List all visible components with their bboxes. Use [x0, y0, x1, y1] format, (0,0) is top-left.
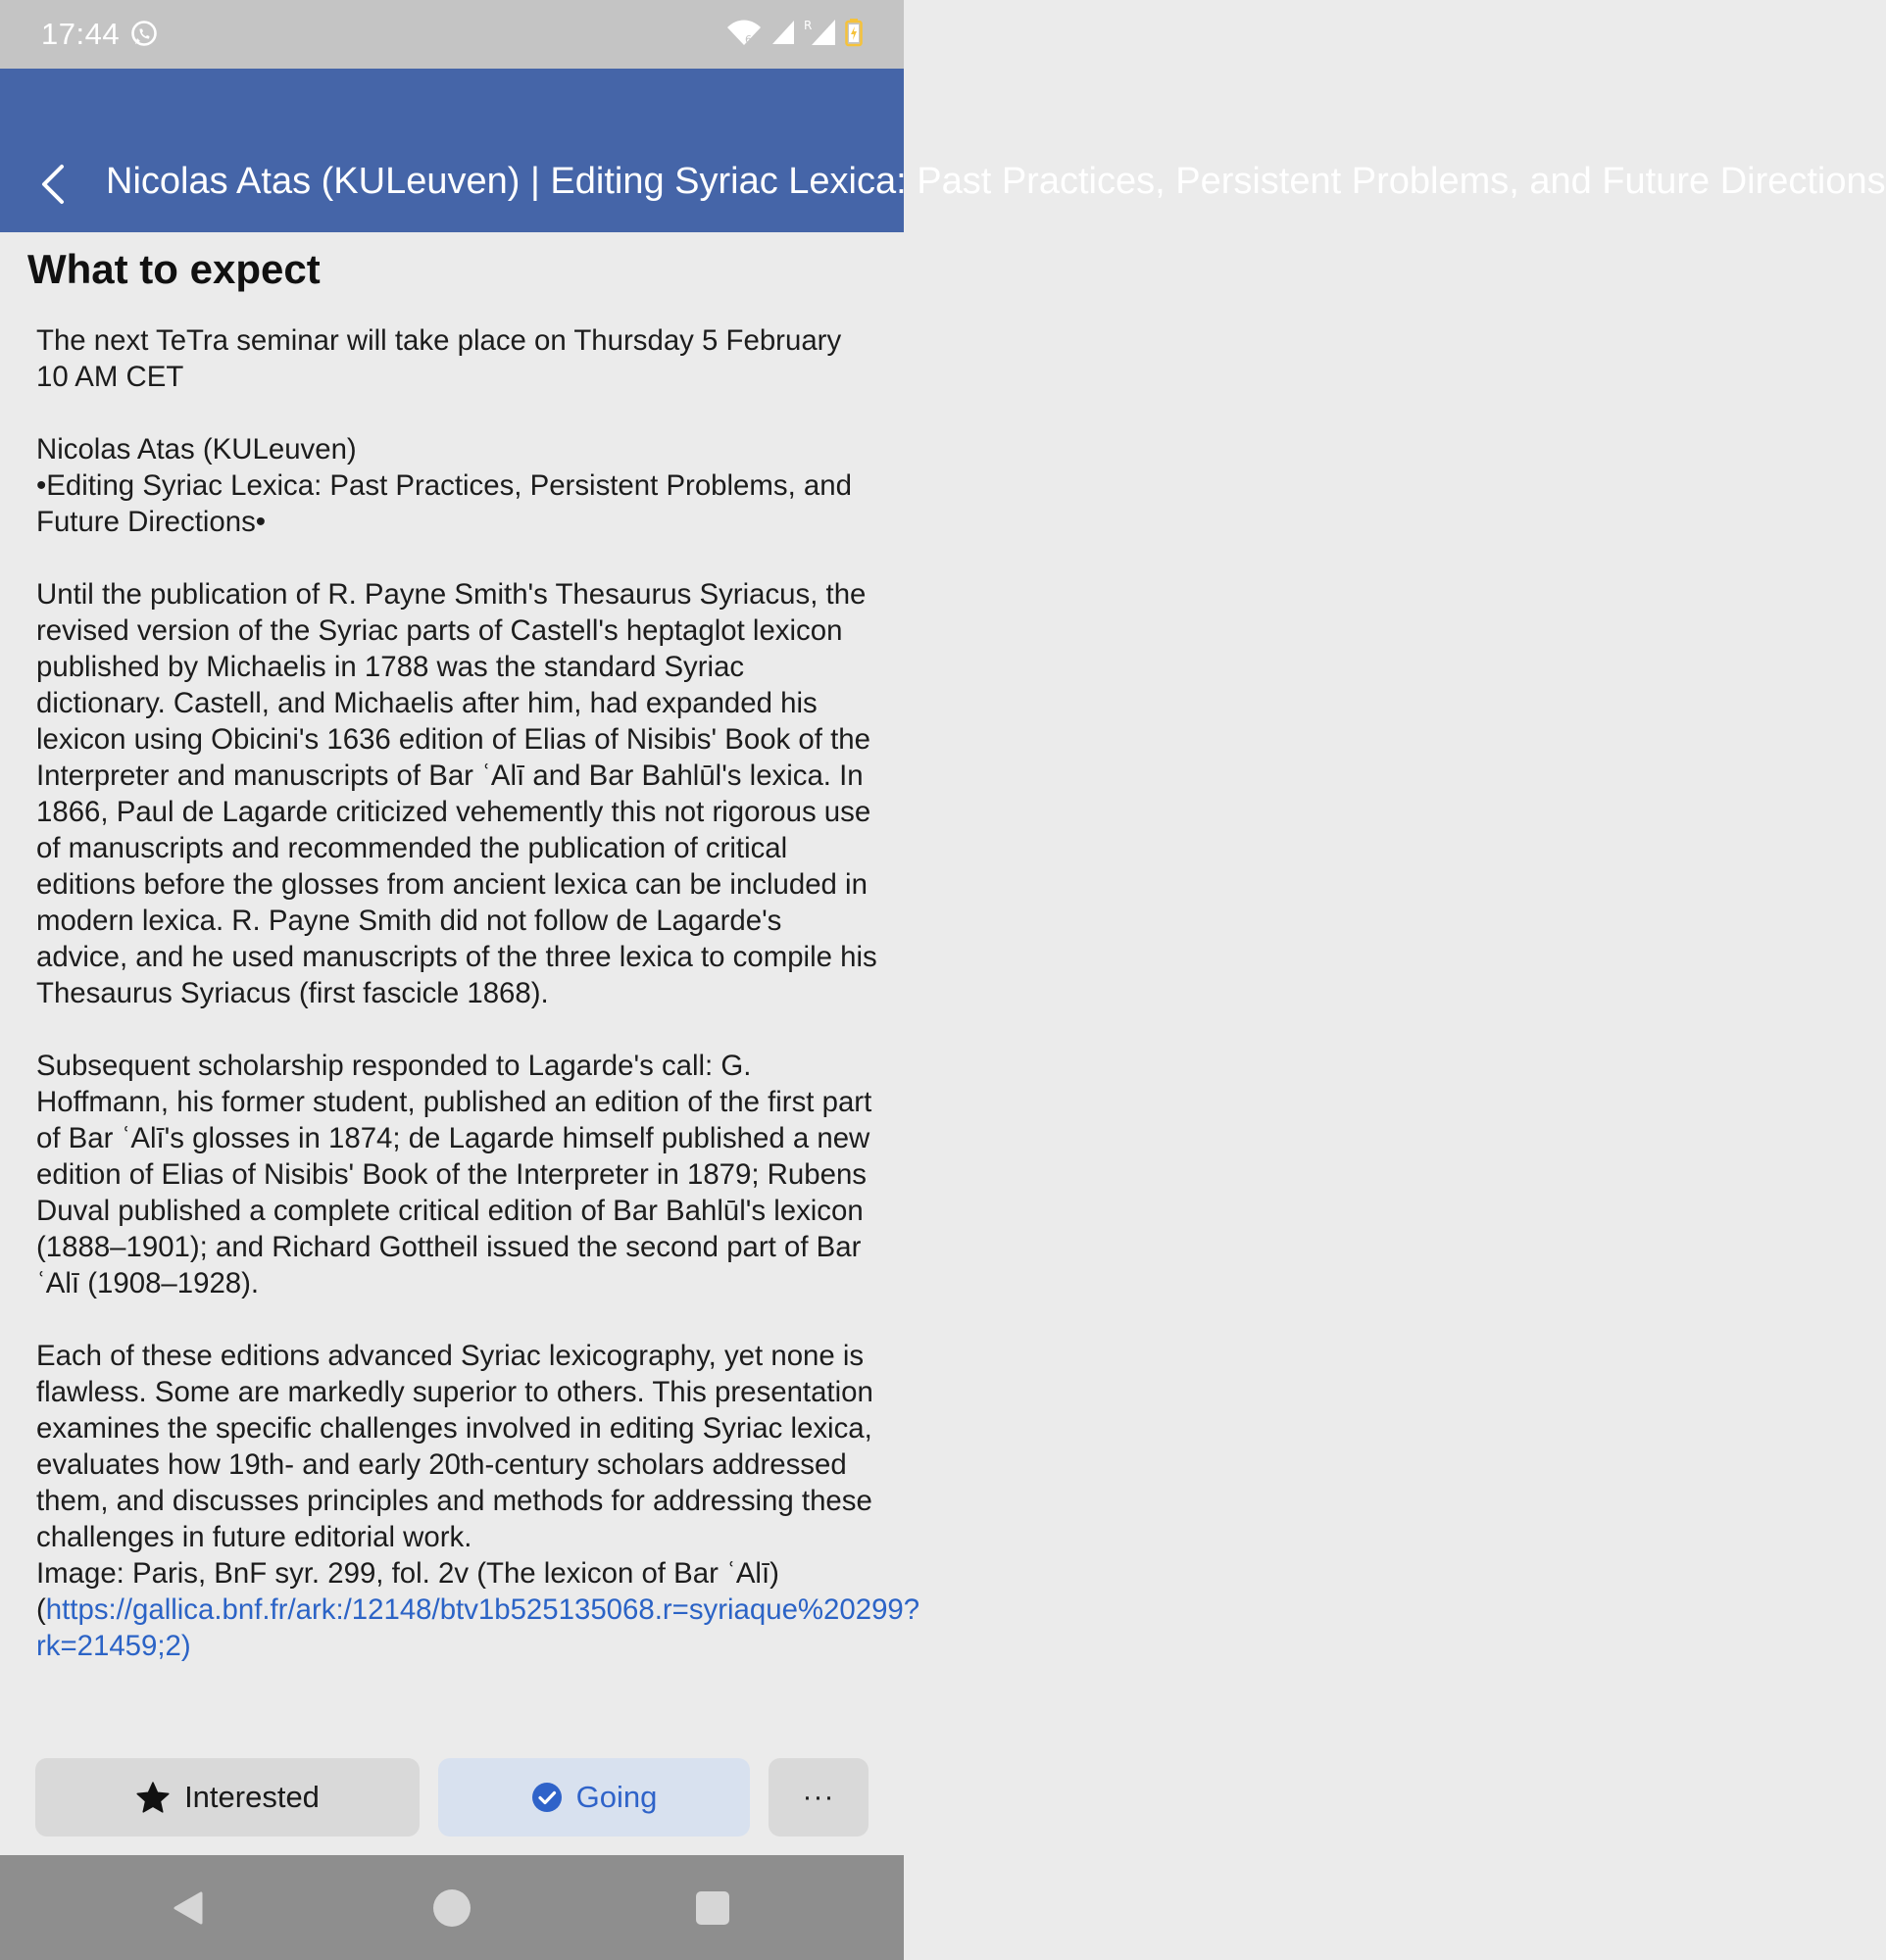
recents-square-icon [694, 1889, 731, 1927]
system-nav-bar [0, 1855, 904, 1960]
speaker-block [36, 431, 879, 540]
talk-title: •Editing Syriac Lexica: Past Practices, Persistent Problems, and Future Directions• [36, 469, 852, 538]
home-circle-icon [430, 1886, 473, 1930]
whatsapp-icon [129, 20, 159, 49]
description-paragraph: Each of these editions advanced Syriac lexicography, yet none is flawless. Some are markedly superior to others. This presentation examines the specific challenges involved in editing Syriac lexica, evaluates how 19th- and early 20th-century scholars addressed them, and discusses principles and methods for addressing these challenges in future editorial work. [36, 1340, 873, 1553]
description-paragraph: Until the publication of R. Payne Smith's Thesaurus Syriacus, the revised version of the Syriac parts of Castell's heptaglot lexicon published by Michaelis in 1788 was the standard Syriac dictionary. Castell, and Michaelis after him, had expanded his lexicon using Obicini's 1636 edition of Elias of Nisibis' Book of the Interpreter and manuscripts of Bar ʿAlī and Bar Bahlūl's lexica. In 1866, Paul de Lagarde criticized vehemently this not rigorous use of manuscripts and recommended the publication of critical editions before the glosses from ancient lexica can be included in modern lexica. R. Payne Smith did not follow de Lagarde's advice, and he used manuscripts of the three lexica to compile his Thesaurus Syriacus (first fascicle 1868). [36, 578, 877, 1009]
status-time: 17:44 [41, 17, 121, 51]
description-paragraph: Subsequent scholarship responded to Lagarde's call: G. Hoffmann, his former student, published an edition of the first part of Bar ʿAlī's glosses in 1874; de Lagarde himself published a new edition of Elias of Nisibis' Book of the Interpreter in 1879; Rubens Duval published a complete critical edition of Bar Bahlūl's lexicon (1888–1901); and Richard Gottheil issued the second part of Bar ʿAlī (1908–1928). [36, 1050, 872, 1299]
back-button[interactable] [27, 159, 78, 210]
signal-roaming-icon [804, 18, 837, 52]
event-description [36, 322, 920, 1743]
signal-icon [770, 19, 796, 51]
link-open-paren: ( [36, 1593, 46, 1626]
back-triangle-icon [170, 1888, 209, 1928]
interested-button[interactable] [35, 1758, 420, 1837]
more-icon: ··· [802, 1781, 835, 1813]
star-icon [135, 1781, 171, 1814]
wifi-icon [725, 18, 763, 52]
gallica-link[interactable]: https://gallica.bnf.fr/ark:/12148/btv1b525135068.r=syriaque%20299?rk=21459;2) [36, 1593, 920, 1662]
more-options-button[interactable] [769, 1758, 869, 1837]
announcement-text: The next TeTra seminar will take place on Thursday 5 February 10 AM CET [36, 324, 842, 393]
event-details[interactable] [0, 232, 920, 1737]
nav-back-button[interactable] [162, 1881, 217, 1936]
nav-recents-button[interactable] [685, 1881, 740, 1936]
battery-charging-icon [845, 18, 863, 52]
image-credit-text: Image: Paris, BnF syr. 299, fol. 2v (The lexicon of Bar ʿAlī) [36, 1557, 779, 1590]
action-bar [0, 1737, 904, 1855]
section-heading: What to expect [27, 246, 321, 292]
status-icons [725, 18, 863, 52]
svg-text:6: 6 [745, 32, 752, 46]
svg-text:R: R [804, 18, 813, 32]
interested-label: Interested [184, 1780, 320, 1814]
check-circle-icon [531, 1782, 563, 1813]
going-label: Going [575, 1780, 658, 1814]
speaker-name: Nicolas Atas (KULeuven) [36, 433, 357, 466]
page-title: Nicolas Atas (KULeuven) | Editing Syriac Lexica: Past Practices, Persistent Problems, and Future Directions [106, 161, 1886, 202]
going-button[interactable] [438, 1758, 750, 1837]
image-credit [36, 1555, 920, 1664]
nav-home-button[interactable] [424, 1881, 479, 1936]
app-bar [0, 69, 1886, 232]
chevron-left-icon [38, 163, 68, 206]
status-bar [0, 0, 904, 69]
